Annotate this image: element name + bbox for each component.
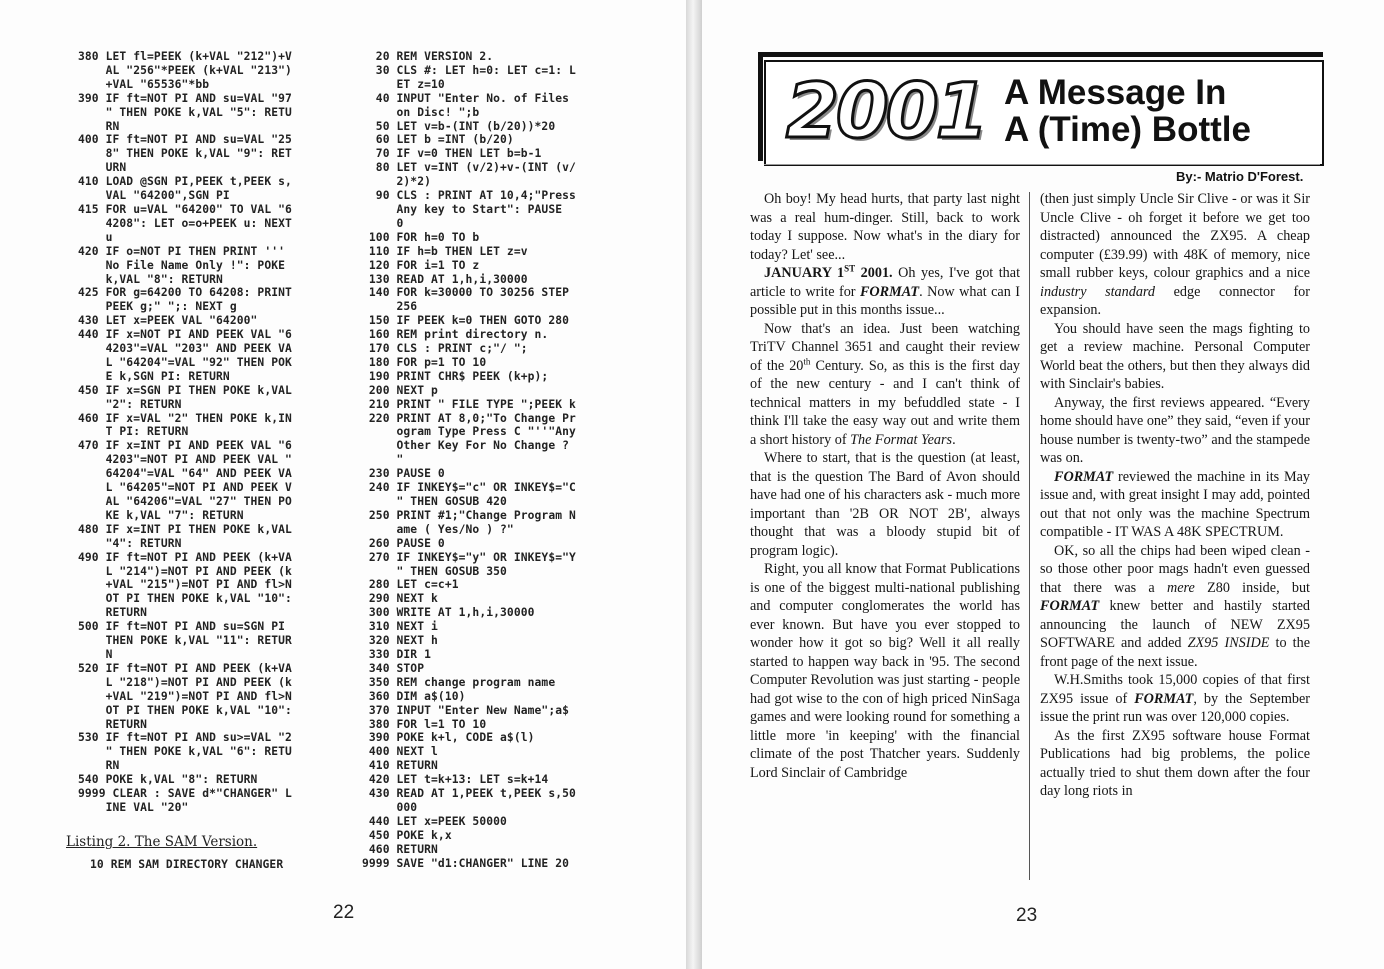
text-run: reviewed the machine in its May issue and, with great insight I may add, pointed out that not only was the machine Spectrum compatible - IT WAS A 48K SPECTRUM. [1040, 468, 1310, 540]
code-line: 410 LOAD @SGN PI,PEEK t,PEEK s, [78, 175, 292, 189]
code-line: 370 INPUT "Enter New Name";a$ [362, 703, 570, 717]
text-run: , by the September issue the print run was over 120,000 copies. [1040, 690, 1310, 725]
code-line: VAL "64200",SGN PI [78, 189, 230, 203]
code-line: 8" THEN POKE k,VAL "9": RET [78, 147, 292, 161]
page-number-right: 23 [1016, 905, 1038, 926]
code-line: 430 READ AT 1,PEEK t,PEEK s,50 [362, 787, 576, 801]
code-line: 40 INPUT "Enter No. of Files [362, 91, 570, 105]
code-line: 000 [362, 800, 418, 814]
italic-text: mere [1166, 579, 1195, 596]
code-line: " THEN GOSUB 350 [362, 564, 507, 578]
code-line: 64204"=VAL "64" AND PEEK VA [78, 467, 292, 481]
code-line: 240 IF INKEY$="c" OR INKEY$="C [362, 481, 576, 495]
code-line: OT PI THEN POKE k,VAL "10": [78, 703, 292, 717]
code-line: 420 IF o=NOT PI THEN PRINT ''' [78, 244, 286, 258]
paragraph: Where to start, that is the question (at least, that is the question The Bard of Avon should have had one of his characters ask - much more important than '2B OR NOT 2B', always thought that was a bloody stupid bit of program logic). [750, 450, 1020, 559]
code-line: 390 IF ft=NOT PI AND su=VAL "97 [78, 91, 292, 105]
code-line: 210 PRINT " FILE TYPE ";PEEK k [362, 397, 576, 411]
code-line: 430 LET x=PEEK VAL "64200" [78, 314, 258, 328]
code-line: 450 POKE k,x [362, 828, 452, 842]
code-line: 2)*2) [362, 175, 432, 189]
code-line: 0 [362, 216, 404, 230]
text-run: knew better and hastily started announcing the launch of NEW ZX95 SOFTWARE and added [1040, 598, 1310, 651]
code-line: No File Name Only !": POKE [78, 258, 286, 272]
code-line: INE VAL "20" [78, 800, 189, 814]
code-line: 390 POKE k+l, CODE a$(l) [362, 731, 535, 745]
code-line: +VAL "219")=NOT PI AND fl>N [78, 689, 292, 703]
code-line: 530 IF ft=NOT PI AND su>=VAL "2 [78, 731, 292, 745]
format-name: FORMAT [1040, 598, 1100, 614]
paragraph [1040, 542, 1310, 672]
paragraph [1040, 671, 1310, 727]
code-line: 440 IF x=NOT PI AND PEEK VAL "6 [78, 328, 292, 342]
code-line: 160 REM print directory n. [362, 328, 549, 342]
code-line: 350 REM change program name [362, 675, 556, 689]
text-run: . [952, 431, 956, 448]
code-line: 300 WRITE AT 1,h,i,30000 [362, 606, 535, 620]
column-divider [1029, 192, 1030, 880]
code-line: THEN POKE k,VAL "11": RETUR [78, 634, 292, 648]
paragraph: Right, you all know that Format Publications is one of the biggest multi-national publishing and computer conglomerates the world has ever known. But have you ever stopped to wonder how it got so big? Well it all really started to happen way back in '95. The second Computer Revolution was just starting - people had got wise to the con of high priced NinSaga games and were looking round for something a little more 'in keeping' with the financial climate of the post Thatcher years. Suddenly Lord Sinclair of Cambridge [750, 561, 1020, 781]
paragraph [750, 264, 1020, 320]
code-line: L "218")=NOT PI AND PEEK (k [78, 675, 292, 689]
byline-rule [764, 164, 1320, 165]
code-line: T PI: RETURN [78, 425, 189, 439]
code-line: ame ( Yes/No ) ?" [362, 522, 514, 536]
code-line: 400 IF ft=NOT PI AND su=VAL "25 [78, 133, 292, 147]
code-line: AL "256"*PEEK (k+VAL "213") [78, 63, 292, 77]
code-line: RETURN [78, 606, 148, 620]
format-name: FORMAT [859, 283, 920, 300]
code-line: 480 IF x=INT PI THEN POKE k,VAL [78, 522, 292, 536]
code-line: 70 IF v=0 THEN LET b=b-1 [362, 147, 542, 161]
code-line: 200 NEXT p [362, 383, 438, 397]
code-line: Any key to Start": PAUSE [362, 202, 563, 216]
code-line: 140 FOR k=30000 TO 30256 STEP [362, 286, 570, 300]
code-line: RN [78, 119, 120, 133]
book-gutter [686, 0, 702, 969]
code-listing-column-2 [362, 50, 576, 870]
code-line: ET z=10 [362, 77, 445, 91]
code-line: 90 CLS : PRINT AT 10,4;"Press [362, 189, 576, 203]
paragraph [750, 320, 1020, 450]
text-run: edge connector for expansion. [1040, 283, 1310, 318]
code-line: " THEN POKE k,VAL "5": RETU [78, 105, 292, 119]
code-line: KE k,VAL "7": RETURN [78, 508, 244, 522]
code-line: 170 CLS : PRINT c;"/ "; [362, 342, 528, 356]
code-line: L "64205"=NOT PI AND PEEK V [78, 481, 292, 495]
code-line: AL "64206"=VAL "27" THEN PO [78, 495, 292, 508]
code-line: u [78, 230, 113, 244]
text-run: OK, so all the chips had been wiped clean - so those other poor mags hadn't even guessed that there was a [1040, 542, 1310, 596]
code-line: 110 IF h=b THEN LET z=v [362, 244, 528, 258]
format-name: FORMAT [1134, 690, 1194, 707]
byline: By:- Matrio D'Forest. [1176, 169, 1304, 184]
code-line: 520 IF ft=NOT PI AND PEEK (k+VA [78, 661, 292, 675]
code-line: 9999 CLEAR : SAVE d*"CHANGER" L [78, 787, 292, 801]
code-listing-column-1 [78, 50, 292, 815]
code-line: 360 DIM a$(10) [362, 689, 466, 703]
code-line: 420 LET t=k+13: LET s=k+14 [362, 773, 549, 787]
code-line: 415 FOR u=VAL "64200" TO VAL "6 [78, 202, 292, 216]
code-line: 150 IF PEEK k=0 THEN GOTO 280 [362, 314, 570, 328]
paragraph [1040, 190, 1310, 320]
code-line: 120 FOR i=1 TO z [362, 258, 480, 272]
code-line: 4203"=VAL "203" AND PEEK VA [78, 342, 292, 356]
code-line: 410 RETURN [362, 759, 438, 773]
code-line: 330 DIR 1 [362, 647, 432, 661]
code-line: 460 IF x=VAL "2" THEN POKE k,IN [78, 411, 292, 425]
code-line: 230 PAUSE 0 [362, 467, 445, 481]
code-line: 290 NEXT k [362, 592, 438, 606]
title-line-1: A Message In [1004, 73, 1227, 112]
code-line: 270 IF INKEY$="y" OR INKEY$="Y [362, 550, 576, 564]
title-box [764, 60, 1324, 166]
article-column-2 [1040, 190, 1310, 801]
date-year: 2001. [855, 265, 893, 281]
code-line: k,VAL "8": RETURN [78, 272, 223, 286]
code-line: 490 IF ft=NOT PI AND PEEK (k+VA [78, 550, 292, 564]
format-name: FORMAT [1054, 468, 1114, 485]
code-line: 180 FOR p=1 TO 10 [362, 355, 487, 369]
code-line: 256 [362, 300, 418, 314]
code-line: 80 LET v=INT (v/2)+v-(INT (v/ [362, 161, 576, 175]
code-line: 9999 SAVE "d1:CHANGER" LINE 20 [362, 856, 570, 870]
paragraph: As the first ZX95 software house Format Publications had big problems, the police actually tried to shut them down after the four day long riots in [1040, 727, 1310, 799]
code-line: 310 NEXT i [362, 620, 438, 634]
superscript: th [803, 355, 811, 366]
code-line: 400 NEXT l [362, 745, 438, 759]
listing-first-line: 10 REM SAM DIRECTORY CHANGER [90, 858, 284, 871]
code-line: 4208": LET o=o+PEEK u: NEXT [78, 216, 292, 230]
date-superscript: ST [844, 263, 856, 274]
text-run: Z80 inside, but [1194, 579, 1310, 596]
text-run: W.H.Smiths took 15,000 copies of that first ZX95 issue of [1040, 672, 1310, 707]
italic-text: industry standard [1040, 283, 1156, 300]
code-line: 250 PRINT #1;"Change Program N [362, 508, 576, 522]
code-line: on Disc! ";b [362, 105, 480, 119]
code-line: 380 FOR l=1 TO 10 [362, 717, 487, 731]
code-line: " THEN GOSUB 420 [362, 495, 507, 508]
listing-heading: Listing 2. The SAM Version. [66, 834, 258, 850]
code-line: +VAL "65536"*bb [78, 77, 210, 91]
text-run: . Now what can I possible put in this months issue... [750, 283, 1020, 318]
code-line: 190 PRINT CHR$ PEEK (k+p); [362, 369, 549, 383]
code-line: ogram Type Press C "''"Any [362, 425, 576, 439]
code-line: "2": RETURN [78, 397, 182, 411]
left-page [0, 0, 686, 969]
code-line: " [362, 453, 404, 467]
right-page [702, 0, 1384, 969]
code-line: +VAL "215")=NOT PI AND fl>N [78, 578, 292, 592]
code-line: E k,SGN PI: RETURN [78, 369, 230, 383]
code-line: Other Key For No Change ? [362, 439, 570, 453]
code-line: 100 FOR h=0 TO b [362, 230, 480, 244]
code-line: 460 RETURN [362, 842, 438, 856]
date-label: JANUARY 1 [764, 265, 845, 281]
code-line: 280 LET c=c+1 [362, 578, 459, 592]
paragraph: Anyway, the first reviews appeared. “Every home should have one” they said, “even if your house number is twenty-two” and the stampede was on. [1040, 394, 1310, 466]
code-line: 450 IF x=SGN PI THEN POKE k,VAL [78, 383, 292, 397]
code-line: PEEK g;" ";: NEXT g [78, 300, 237, 314]
code-line: 130 READ AT 1,h,i,30000 [362, 272, 528, 286]
code-line: 425 FOR g=64200 TO 64208: PRINT [78, 286, 292, 300]
code-line: "4": RETURN [78, 536, 182, 550]
code-line: 440 LET x=PEEK 50000 [362, 814, 507, 828]
paragraph [1040, 468, 1310, 542]
code-line: 220 PRINT AT 8,0;"To Change Pr [362, 411, 576, 425]
code-line: 340 STOP [362, 661, 425, 675]
code-line: 470 IF x=INT PI AND PEEK VAL "6 [78, 439, 292, 453]
page-number-left: 22 [333, 902, 355, 923]
paragraph: Oh boy! My head hurts, that party last night was a real hum-dinger. Still, back to work today I suppose. Now what's in the diary for today? Let' see... [750, 191, 1020, 263]
title-line-2: A (Time) Bottle [1004, 110, 1251, 149]
code-line: OT PI THEN POKE k,VAL "10": [78, 592, 292, 606]
text-run: Now that's an idea. Just been watching TriTV Channel 3651 and caught their review of the 20 [750, 320, 1020, 374]
code-line: 540 POKE k,VAL "8": RETURN [78, 773, 258, 787]
article-column-1 [750, 190, 1020, 782]
text-run: Oh yes, I've got that article to write for [750, 265, 1021, 300]
code-line: 30 CLS #: LET h=0: LET c=1: L [362, 63, 576, 77]
code-line: L "64204"=VAL "92" THEN POK [78, 355, 292, 369]
code-line: " THEN POKE k,VAL "6": RETU [78, 745, 292, 759]
code-line: RETURN [78, 717, 148, 731]
code-line: 500 IF ft=NOT PI AND su=SGN PI [78, 620, 286, 634]
code-line: L "214")=NOT PI AND PEEK (k [78, 564, 292, 578]
code-line: 4203"=NOT PI AND PEEK VAL " [78, 453, 292, 467]
text-run: Century. So, as this is the first day of the new century - and I can't think of technical matters in my befuddled state - I think I'll take the easy way out and write them a short history of [750, 357, 1020, 448]
text-run: (then just simply Uncle Sir Clive - or was it Sir Uncle Clive - oh forget it before we get too distracted) announced the ZX95. A cheap computer (£39.99) with 48K of memory, nice small rubber keys, colour graphics and a nice [1040, 191, 1310, 281]
code-line: 320 NEXT h [362, 634, 438, 648]
code-line: 380 LET fl=PEEK (k+VAL "212")+V [78, 50, 292, 63]
title-year-logo: 2001 [786, 66, 986, 155]
code-line: 60 LET b =INT (b/20) [362, 133, 514, 147]
italic-text: ZX95 INSIDE [1187, 635, 1270, 651]
article-title [1004, 74, 1251, 148]
code-line: RN [78, 759, 120, 773]
code-line: N [78, 647, 113, 661]
code-line: 20 REM VERSION 2. [362, 50, 494, 63]
text-run: to the front page of the next issue. [1040, 635, 1310, 670]
code-line: 260 PAUSE 0 [362, 536, 445, 550]
italic-title: The Format Years [850, 431, 953, 448]
code-line: URN [78, 161, 127, 175]
paragraph: You should have seen the mags fighting to get a review machine. Personal Computer World beat the others, but then they always did with Sinclair's babies. [1040, 320, 1310, 392]
code-line: 50 LET v=b-(INT (b/20))*20 [362, 119, 556, 133]
